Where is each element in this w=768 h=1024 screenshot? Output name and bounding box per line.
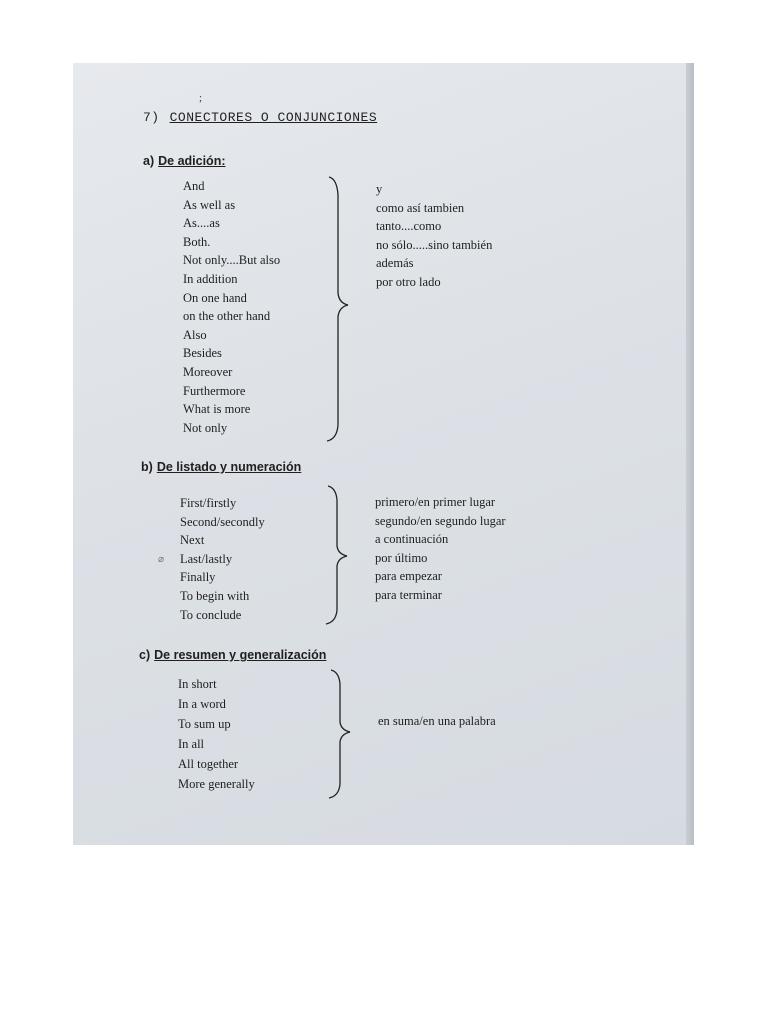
english-term: In addition — [183, 271, 238, 286]
english-term: As....as — [183, 216, 220, 231]
spanish-term: por otro lado — [376, 274, 441, 289]
english-term: Besides — [183, 346, 222, 361]
section-c-spanish-list — [378, 712, 496, 731]
section-b-brace — [322, 484, 352, 627]
section-a-label: a) — [143, 154, 155, 168]
section-b-spanish-list — [375, 493, 506, 605]
page-edge-shadow — [686, 63, 694, 845]
spanish-term: primero/en primer lugar — [375, 495, 496, 509]
english-term: Last/lastly — [180, 551, 233, 566]
english-term: Next — [180, 533, 205, 548]
section-a-brace — [323, 175, 353, 445]
english-term: Furthermore — [183, 383, 246, 398]
section-b-label: b) — [141, 460, 153, 474]
spanish-term: para empezar — [375, 569, 442, 584]
spanish-term: no sólo.....sino también — [376, 237, 493, 252]
heading-number: 7) — [143, 110, 160, 125]
section-a-title — [143, 154, 226, 168]
scanned-page — [73, 63, 694, 845]
section-a-heading: De adición: — [158, 154, 226, 168]
stray-mark: ; — [199, 92, 203, 104]
english-term: First/firstly — [180, 496, 237, 510]
section-c-brace — [325, 668, 355, 800]
spanish-term: por último — [375, 550, 428, 565]
english-term: Second/secondly — [180, 514, 265, 529]
english-term: In all — [178, 737, 205, 751]
heading-text: CONECTORES O CONJUNCIONES — [169, 110, 378, 125]
english-term: On one hand — [183, 290, 247, 305]
english-term: What is more — [183, 402, 251, 417]
english-term: In a word — [178, 697, 226, 711]
section-b-english-list — [180, 494, 265, 624]
english-term: As well as — [183, 197, 236, 212]
english-term: Also — [183, 327, 207, 342]
spanish-term: tanto....como — [376, 219, 442, 234]
english-term: And — [183, 179, 205, 193]
english-term: To begin with — [180, 588, 250, 603]
spanish-term: además — [376, 256, 414, 271]
english-term: More generally — [178, 777, 255, 791]
pencil-mark-icon: ⌀ — [158, 554, 165, 565]
spanish-term: para terminar — [375, 587, 442, 602]
section-c-title — [139, 648, 326, 662]
english-term: Moreover — [183, 364, 233, 379]
section-b-heading: De listado y numeración — [156, 460, 302, 474]
section-a-spanish-list — [376, 180, 492, 292]
spanish-term: segundo/en segundo lugar — [375, 513, 506, 528]
section-c-label: c) — [139, 648, 151, 662]
spanish-term: en suma/en una palabra — [378, 714, 496, 728]
english-term: In short — [178, 677, 217, 691]
english-term: To sum up — [178, 717, 231, 731]
english-term: on the other hand — [183, 309, 271, 324]
section-c-heading: De resumen y generalización — [154, 648, 327, 662]
english-term: Not only....But also — [183, 253, 281, 268]
english-term: Finally — [180, 570, 216, 585]
english-term: All together — [178, 757, 239, 771]
spanish-term: a continuación — [375, 532, 449, 547]
english-term: To conclude — [180, 607, 242, 622]
page-heading — [143, 110, 377, 125]
english-term: Both. — [183, 234, 211, 249]
spanish-term: como así tambien — [376, 200, 465, 215]
section-c-english-list — [178, 674, 255, 794]
spanish-term: y — [376, 182, 383, 196]
section-a-english-list — [183, 177, 280, 437]
english-term: Not only — [183, 420, 228, 435]
section-b-title — [141, 460, 301, 474]
